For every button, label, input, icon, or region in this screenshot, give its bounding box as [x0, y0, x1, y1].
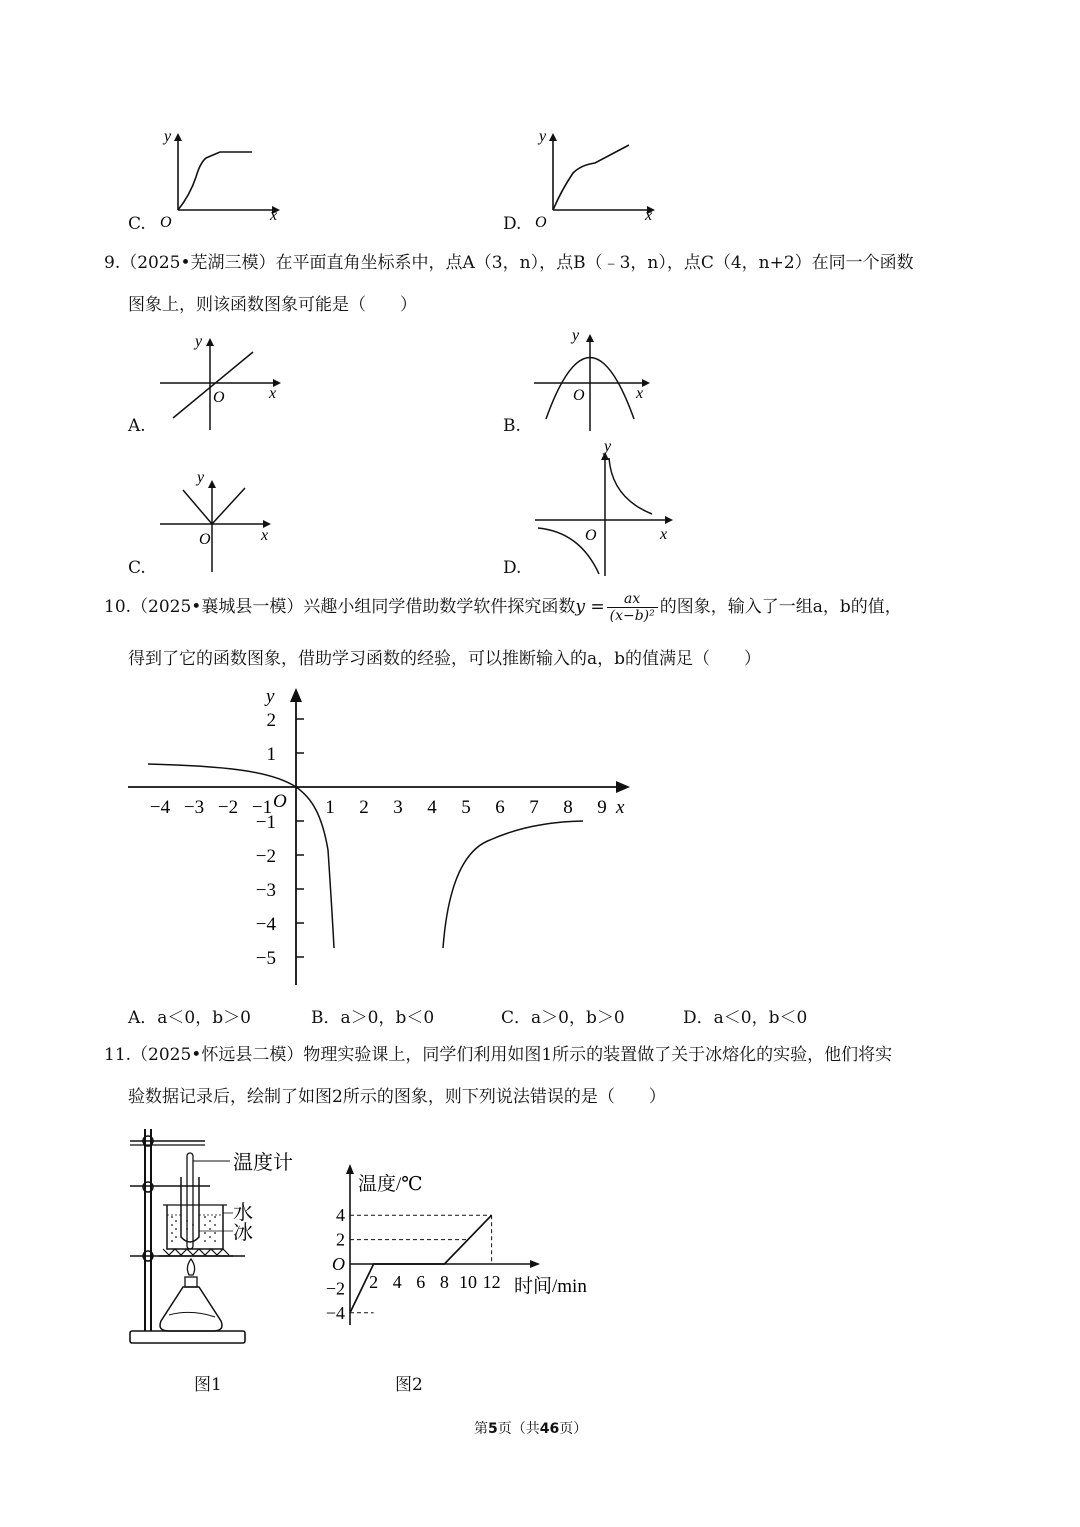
q8-graph-c [150, 125, 290, 230]
q10-y-axis-arrow [290, 688, 302, 702]
q10-axis-y-label: y [266, 686, 275, 707]
q10-x-tick-label: −2 [217, 797, 239, 818]
q11-figure2-caption: 图2 [395, 1375, 423, 1395]
q11-figure1-apparatus [125, 1125, 310, 1350]
q8-graph-d [525, 125, 665, 230]
q11-stem-line1 [104, 1044, 892, 1066]
q9c-axis-y: y [197, 469, 205, 486]
q9a-axis-x: x [269, 385, 277, 402]
fig2-y-axis-arrow [346, 1164, 354, 1174]
q11-stem-text1: 物理实验课上，同学们利用如图1所示的装置做了关于冰熔化的实验，他们将实 [303, 1045, 893, 1065]
q10-stem-before: 兴趣小组同学借助数学软件探究函数 [303, 597, 576, 617]
q10-formula-numerator: ax [607, 591, 658, 608]
q8c-axis-y: y [164, 128, 172, 145]
q10-x-tick-label: 3 [393, 797, 403, 818]
q9-option-b: B. [503, 416, 521, 436]
fig2-y-tick-label: −4 [325, 1302, 345, 1323]
q8-option-d: D. [503, 214, 522, 234]
q9-option-a: A. [128, 416, 146, 436]
q9-stem-line2: 图象上，则该函数图象可能是（ ） [128, 295, 417, 315]
q10-y-tick-label: −5 [255, 948, 276, 969]
q9-number: 9. [104, 253, 121, 273]
q10-option-b: B．a＞0，b＜0 [311, 1008, 435, 1028]
q9a-origin: O [213, 389, 225, 406]
q10-x-axis-arrow [616, 781, 630, 793]
q9c-origin: O [199, 531, 211, 548]
fig2-x-tick-label: 2 [369, 1272, 379, 1292]
q9-graph-a [155, 330, 290, 435]
label-thermometer: 温度计 [233, 1152, 293, 1174]
q10-x-tick-label: 9 [597, 797, 607, 818]
q10-x-tick-label: 2 [359, 797, 369, 818]
q9-option-d: D. [503, 558, 522, 578]
q10-x-tick-label: 8 [563, 797, 573, 818]
q11-stem-line2: 验数据记录后，绘制了如图2所示的图象，则下列说法错误的是（ ） [128, 1087, 666, 1107]
wire-gauze [163, 1249, 229, 1255]
q9-graph-b [530, 326, 660, 436]
q10-x-tick-label: −1 [251, 797, 273, 818]
fig2-x-tick-label: 6 [416, 1272, 426, 1292]
fig2-x-tick-label: 12 [482, 1272, 501, 1292]
q10-x-tick-label: 5 [461, 797, 471, 818]
fig2-x-tick-label: 8 [439, 1272, 449, 1292]
fig2-x-tick-label: 4 [392, 1272, 402, 1292]
footer-suffix: 页） [559, 1421, 588, 1437]
q10-y-tick-label: 2 [266, 710, 276, 731]
q10-y-tick-label: 1 [266, 744, 276, 765]
q10-source: （2025•襄城县一模） [131, 597, 304, 617]
q8c-axis-x: x [270, 207, 278, 224]
beaker [167, 1205, 223, 1249]
q10-stem-line2: 得到了它的函数图象，借助学习函数的经验，可以推断输入的a，b的值满足（ ） [128, 649, 762, 669]
q10-x-tick-label: −4 [149, 797, 171, 818]
q9d-axis-y: y [604, 438, 612, 455]
q10-curve-left [148, 764, 334, 948]
q10-axis-x-label: x [616, 797, 625, 818]
q11-source: （2025•怀远县二模） [131, 1045, 304, 1065]
q9-stem-line1 [104, 252, 914, 274]
q8c-origin: O [160, 214, 172, 231]
q10-x-tick-label: 1 [325, 797, 335, 818]
fig2-origin: O [332, 1254, 345, 1274]
q10-function-graph [120, 680, 640, 990]
q9d-origin: O [585, 527, 597, 544]
q9-graph-d [530, 436, 680, 578]
footer-prefix: 第 [474, 1421, 488, 1437]
q10-x-tick-label: 7 [529, 797, 539, 818]
fig2-y-tick-label: 2 [336, 1229, 345, 1250]
q10-number: 10. [104, 597, 132, 617]
footer-page: 5 [488, 1421, 498, 1437]
fig2-x-tick-label: 10 [459, 1272, 477, 1292]
q9-graph-c [155, 468, 280, 578]
stand-base [130, 1331, 245, 1343]
q9d-axis-x: x [660, 526, 668, 543]
q10-y-tick-label: −4 [255, 914, 276, 935]
fig2-y-tick-label: −2 [325, 1278, 345, 1299]
q9a-axis-y: y [195, 333, 203, 350]
q9c-axis-x: x [261, 527, 269, 544]
q8d-origin: O [535, 214, 547, 231]
q10-formula-denominator: (x−b)² [609, 608, 655, 624]
q9b-origin: O [573, 387, 585, 404]
q10-option-c: C．a＞0，b＞0 [501, 1008, 625, 1028]
fig2-x-axis-arrow [530, 1260, 540, 1268]
q11-number: 11. [104, 1045, 132, 1065]
q8d-axis-x: x [645, 207, 653, 224]
q10-option-d: D．a＜0，b＜0 [683, 1008, 808, 1028]
footer-total: 46 [539, 1421, 560, 1437]
q11-figure2-chart [310, 1160, 610, 1335]
q10-y-tick-label: −3 [255, 880, 276, 901]
fig2-y-label: 温度/℃ [358, 1174, 423, 1195]
footer-middle: 页（共 [497, 1421, 540, 1437]
q10-y-tick-label: −2 [255, 846, 276, 867]
q10-formula-fraction [607, 591, 658, 624]
q10-origin-label: O [273, 791, 287, 812]
q10-x-tick-label: 6 [495, 797, 505, 818]
label-water: 水 [233, 1202, 253, 1224]
thermometer [187, 1153, 193, 1249]
q8d-axis-y: y [539, 128, 547, 145]
q10-curve-right [443, 821, 583, 948]
q9-stem-text1: 在平面直角坐标系中，点A（3，n），点B（﹣3，n），点C（4，n+2）在同一个函数 [275, 253, 914, 273]
q9-option-c: C. [128, 558, 146, 578]
q10-x-tick-label: −3 [183, 797, 205, 818]
page-footer [474, 1418, 587, 1438]
flame [187, 1259, 194, 1275]
alcohol-lamp [160, 1287, 222, 1331]
q9b-axis-y: y [572, 327, 580, 344]
q11-figure1-caption: 图1 [194, 1375, 222, 1395]
q10-formula-lhs: y = [575, 597, 605, 617]
q10-stem-line1 [104, 590, 902, 624]
fig2-x-label: 时间/min [514, 1276, 587, 1297]
label-ice: 冰 [233, 1222, 253, 1244]
q9b-axis-x: x [636, 385, 644, 402]
q8-option-c: C. [128, 214, 146, 234]
q10-x-tick-label: 4 [427, 797, 437, 818]
q9-source: （2025•芜湖三模） [120, 253, 276, 273]
fig2-y-tick-label: 4 [336, 1205, 345, 1226]
q10-stem-after: 的图象，输入了一组a，b的值， [659, 597, 902, 617]
q10-option-a: A．a＜0，b＞0 [128, 1008, 251, 1028]
q10-y-tick-label: −1 [255, 812, 276, 833]
